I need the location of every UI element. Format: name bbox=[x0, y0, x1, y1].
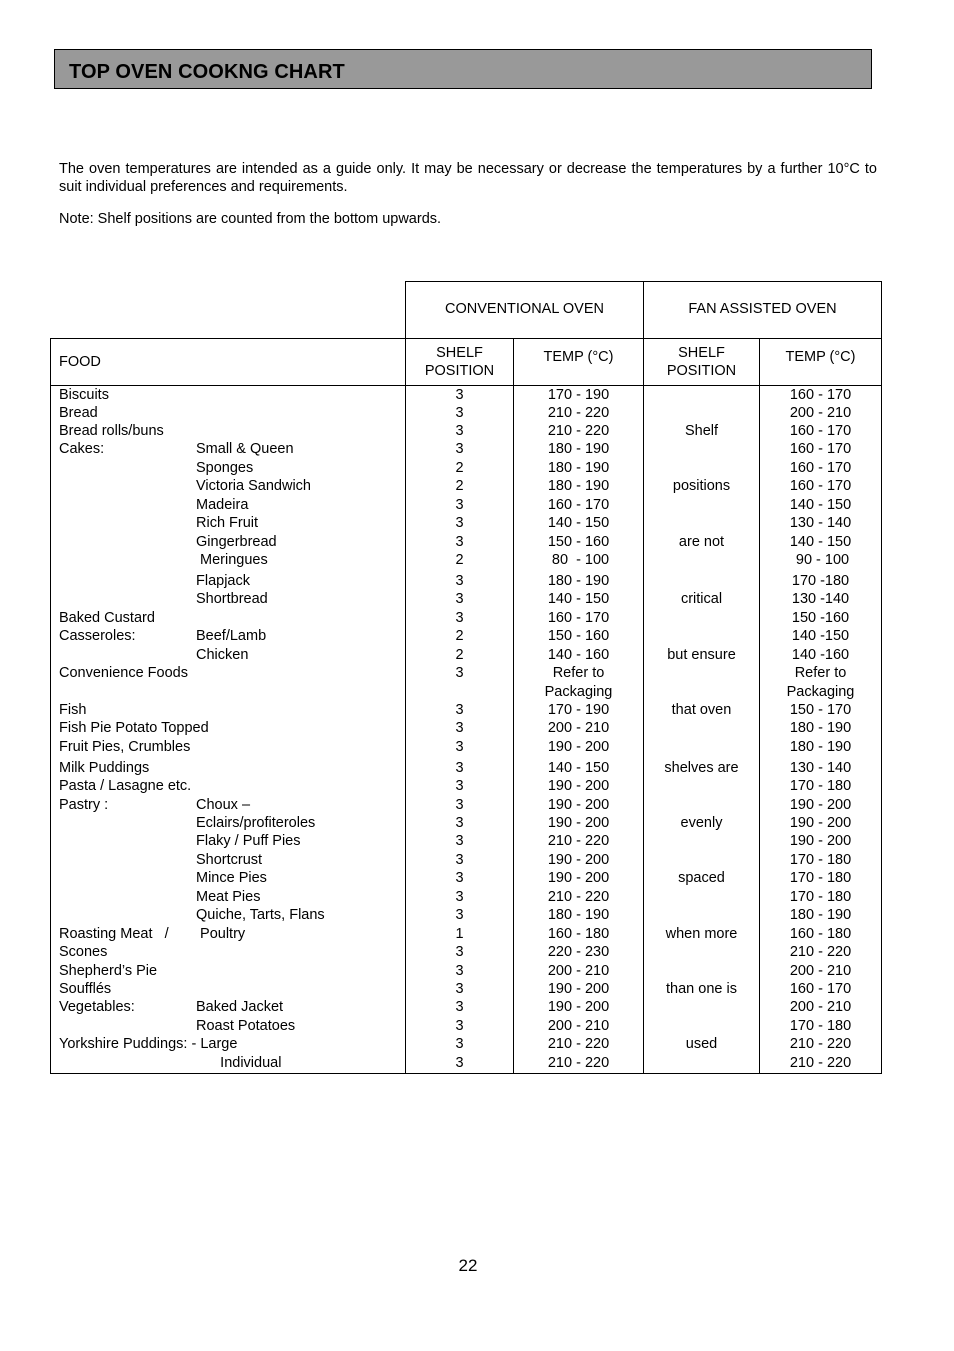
food-variant-cell: Meat Pies bbox=[196, 889, 261, 905]
food-variant-cell: Individual bbox=[196, 1055, 282, 1071]
shelf-position-cell: 1 bbox=[455, 926, 464, 942]
shelf-position-cell: 3 bbox=[455, 720, 464, 736]
table-row bbox=[0, 551, 954, 569]
fan-shelf-note-cell: spaced bbox=[678, 870, 725, 886]
conventional-temp-cell: 200 - 210 bbox=[547, 963, 610, 979]
fan-shelf-note-cell: shelves are bbox=[664, 760, 739, 776]
shelf-position-cell: 3 bbox=[455, 497, 464, 513]
food-variant-cell: Victoria Sandwich bbox=[196, 478, 311, 494]
shelf-position-cell: 3 bbox=[455, 515, 464, 531]
table-row bbox=[0, 869, 954, 887]
position-label: POSITION bbox=[424, 363, 495, 379]
fan-temp-cell: 190 - 200 bbox=[789, 797, 852, 813]
fan-oven-header: FAN ASSISTED OVEN bbox=[688, 301, 837, 317]
food-variant-cell: Shortcrust bbox=[196, 852, 263, 868]
fan-temp-cell: 170 - 180 bbox=[789, 870, 852, 886]
food-cell: Vegetables: bbox=[59, 999, 135, 1015]
food-variant-cell: Roast Potatoes bbox=[196, 1018, 296, 1034]
food-cell: Pastry : bbox=[59, 797, 109, 813]
food-cell: Yorkshire Puddings: - Large bbox=[59, 1036, 238, 1052]
food-cell: Convenience Foods bbox=[59, 665, 188, 681]
table-row bbox=[0, 943, 954, 961]
shelf-position-cell: 3 bbox=[455, 963, 464, 979]
shelf-position-cell: 2 bbox=[455, 552, 464, 568]
shelf-position-cell: 3 bbox=[455, 907, 464, 923]
shelf-note: Note: Shelf positions are counted from the bottom upwards. bbox=[59, 211, 442, 227]
col-header-temp-fan: TEMP (°C) bbox=[785, 349, 856, 365]
fan-shelf-note-cell: than one is bbox=[666, 981, 737, 997]
shelf-position-cell: 3 bbox=[455, 573, 464, 589]
fan-temp-cell: 150 -160 bbox=[791, 610, 850, 626]
shelf-position-cell: 3 bbox=[455, 981, 464, 997]
conventional-temp-cell: 150 - 160 bbox=[547, 534, 610, 550]
shelf-position-cell: 3 bbox=[455, 591, 464, 607]
shelf-position-cell: 3 bbox=[455, 610, 464, 626]
shelf-position-cell: 2 bbox=[455, 628, 464, 644]
fan-shelf-note-cell: evenly bbox=[680, 815, 723, 831]
conventional-temp-cell: 170 - 190 bbox=[547, 702, 610, 718]
conventional-temp-cell: 180 - 190 bbox=[547, 907, 610, 923]
conventional-temp-cell: 80 - 100 bbox=[547, 552, 610, 568]
food-variant-cell: Flapjack bbox=[196, 573, 250, 589]
fan-temp-cell: 180 - 190 bbox=[789, 720, 852, 736]
conventional-temp-cell: Refer to bbox=[552, 665, 605, 681]
conventional-temp-cell: 190 - 200 bbox=[547, 797, 610, 813]
food-cell: Fish Pie Potato Topped bbox=[59, 720, 209, 736]
intro-paragraph: The oven temperatures are intended as a guide only. It may be necessary or decrease the temperatures by a further 10°C to suit individual preferences and requirements. bbox=[59, 161, 877, 195]
table-row bbox=[0, 664, 954, 682]
fan-temp-cell: 160 - 170 bbox=[789, 460, 852, 476]
table-row bbox=[0, 1017, 954, 1035]
shelf-position-cell: 3 bbox=[455, 852, 464, 868]
table-row bbox=[0, 759, 954, 777]
table-row bbox=[0, 609, 954, 627]
food-cell: Scones bbox=[59, 944, 108, 960]
food-variant-cell: Mince Pies bbox=[196, 870, 267, 886]
table-row bbox=[0, 646, 954, 664]
table-row bbox=[0, 701, 954, 719]
fan-temp-cell: 200 - 210 bbox=[789, 963, 852, 979]
table-row bbox=[0, 1054, 954, 1072]
food-variant-cell: Meringues bbox=[196, 552, 268, 568]
col-header-shelf-conventional bbox=[406, 344, 513, 380]
conventional-temp-cell: 140 - 150 bbox=[547, 591, 610, 607]
food-cell: Pasta / Lasagne etc. bbox=[59, 778, 192, 794]
shelf-position-cell: 3 bbox=[455, 1055, 464, 1071]
table-row bbox=[0, 998, 954, 1016]
conventional-temp-cell: 190 - 200 bbox=[547, 852, 610, 868]
conventional-temp-cell: 190 - 200 bbox=[547, 778, 610, 794]
fan-temp-cell: 170 - 180 bbox=[789, 852, 852, 868]
food-variant-cell: Eclairs/profiteroles bbox=[196, 815, 316, 831]
food-cell: Fruit Pies, Crumbles bbox=[59, 739, 191, 755]
fan-temp-cell: 130 - 140 bbox=[789, 760, 852, 776]
table-row bbox=[0, 459, 954, 477]
food-cell: Roasting Meat / bbox=[59, 926, 169, 942]
food-variant-cell: Gingerbread bbox=[196, 534, 277, 550]
title-bar bbox=[54, 49, 872, 89]
fan-temp-cell: 150 - 170 bbox=[789, 702, 852, 718]
food-variant-cell: Beef/Lamb bbox=[196, 628, 267, 644]
shelf-position-cell: 3 bbox=[455, 797, 464, 813]
fan-temp-cell: 140 - 150 bbox=[789, 534, 852, 550]
shelf-position-cell: 3 bbox=[455, 1018, 464, 1034]
shelf-position-cell: 3 bbox=[455, 387, 464, 403]
table-row bbox=[0, 851, 954, 869]
food-cell: Cakes: bbox=[59, 441, 105, 457]
fan-temp-cell: 170 -180 bbox=[791, 573, 850, 589]
fan-shelf-note-cell: are not bbox=[678, 534, 725, 550]
shelf-position-cell: 3 bbox=[455, 833, 464, 849]
table-row bbox=[0, 814, 954, 832]
food-cell: Bread bbox=[59, 405, 98, 421]
fan-temp-cell: 90 - 100 bbox=[791, 552, 850, 568]
fan-temp-cell: 210 - 220 bbox=[789, 1055, 852, 1071]
shelf-position-cell: 3 bbox=[455, 441, 464, 457]
table-row bbox=[0, 796, 954, 814]
fan-temp-cell: Packaging bbox=[786, 684, 855, 700]
shelf-position-cell: 3 bbox=[455, 1036, 464, 1052]
fan-temp-cell: 210 - 220 bbox=[789, 1036, 852, 1052]
conventional-temp-cell: 140 - 160 bbox=[547, 647, 610, 663]
fan-temp-cell: 210 - 220 bbox=[789, 944, 852, 960]
fan-temp-cell: 160 - 170 bbox=[789, 387, 852, 403]
fan-temp-cell: 180 - 190 bbox=[789, 907, 852, 923]
fan-temp-cell: 160 - 170 bbox=[789, 441, 852, 457]
conventional-temp-cell: 210 - 220 bbox=[547, 405, 610, 421]
shelf-position-cell: 3 bbox=[455, 739, 464, 755]
page-number: 22 bbox=[458, 1256, 478, 1275]
food-cell: Biscuits bbox=[59, 387, 109, 403]
shelf-position-cell: 2 bbox=[455, 647, 464, 663]
table-row bbox=[0, 440, 954, 458]
shelf-position-cell: 3 bbox=[455, 423, 464, 439]
fan-temp-cell: 170 - 180 bbox=[789, 778, 852, 794]
food-cell: Fish bbox=[59, 702, 87, 718]
fan-shelf-note-cell: critical bbox=[680, 591, 723, 607]
table-row bbox=[0, 888, 954, 906]
table-row bbox=[0, 533, 954, 551]
conventional-temp-cell: 190 - 200 bbox=[547, 815, 610, 831]
conventional-temp-cell: 210 - 220 bbox=[547, 1036, 610, 1052]
position-label: POSITION bbox=[666, 363, 737, 379]
shelf-position-cell: 3 bbox=[455, 405, 464, 421]
page-title: TOP OVEN COOKNG CHART bbox=[69, 61, 345, 83]
fan-temp-cell: 190 - 200 bbox=[789, 833, 852, 849]
fan-temp-cell: 140 -150 bbox=[791, 628, 850, 644]
table-row bbox=[0, 962, 954, 980]
food-cell: Baked Custard bbox=[59, 610, 155, 626]
conventional-temp-cell: 180 - 190 bbox=[547, 460, 610, 476]
table-row bbox=[0, 1035, 954, 1053]
food-variant-cell: Poultry bbox=[196, 926, 246, 942]
table-row bbox=[0, 572, 954, 590]
table-row bbox=[0, 738, 954, 756]
food-cell: Shepherd’s Pie bbox=[59, 963, 158, 979]
table-row bbox=[0, 590, 954, 608]
conventional-temp-cell: 140 - 150 bbox=[547, 760, 610, 776]
fan-temp-cell: 200 - 210 bbox=[789, 405, 852, 421]
fan-temp-cell: 170 - 180 bbox=[789, 889, 852, 905]
food-variant-cell: Chicken bbox=[196, 647, 249, 663]
conventional-temp-cell: 180 - 190 bbox=[547, 478, 610, 494]
shelf-position-cell: 3 bbox=[455, 999, 464, 1015]
fan-temp-cell: 160 - 170 bbox=[789, 478, 852, 494]
table-row bbox=[0, 422, 954, 440]
shelf-position-cell: 3 bbox=[455, 702, 464, 718]
food-cell: Casseroles: bbox=[59, 628, 136, 644]
food-variant-cell: Baked Jacket bbox=[196, 999, 284, 1015]
fan-temp-cell: 200 - 210 bbox=[789, 999, 852, 1015]
conventional-temp-cell: 160 - 180 bbox=[547, 926, 610, 942]
conventional-temp-cell: 190 - 200 bbox=[547, 999, 610, 1015]
food-variant-cell: Quiche, Tarts, Flans bbox=[196, 907, 325, 923]
fan-temp-cell: 160 - 170 bbox=[789, 981, 852, 997]
fan-shelf-note-cell: positions bbox=[672, 478, 731, 494]
fan-temp-cell: 160 - 180 bbox=[789, 926, 852, 942]
shelf-position-cell: 3 bbox=[455, 815, 464, 831]
table-row bbox=[0, 477, 954, 495]
food-variant-cell: Small & Queen bbox=[196, 441, 294, 457]
conventional-temp-cell: 180 - 190 bbox=[547, 573, 610, 589]
table-row bbox=[0, 925, 954, 943]
table-row bbox=[0, 719, 954, 737]
food-cell: Milk Puddings bbox=[59, 760, 150, 776]
conventional-temp-cell: 210 - 220 bbox=[547, 423, 610, 439]
conventional-temp-cell: 180 - 190 bbox=[547, 441, 610, 457]
fan-shelf-note-cell: used bbox=[685, 1036, 718, 1052]
food-variant-cell: Madeira bbox=[196, 497, 249, 513]
table-row bbox=[0, 683, 954, 701]
food-variant-cell: Shortbread bbox=[196, 591, 268, 607]
food-variant-cell: Flaky / Puff Pies bbox=[196, 833, 301, 849]
table-row bbox=[0, 386, 954, 404]
fan-temp-cell: Refer to bbox=[794, 665, 847, 681]
conventional-temp-cell: 160 - 170 bbox=[547, 497, 610, 513]
fan-temp-cell: 140 -160 bbox=[791, 647, 850, 663]
fan-shelf-note-cell: that oven bbox=[671, 702, 732, 718]
col-header-temp-conventional: TEMP (°C) bbox=[543, 349, 614, 365]
conventional-temp-cell: 160 - 170 bbox=[547, 610, 610, 626]
shelf-position-cell: 3 bbox=[455, 760, 464, 776]
fan-temp-cell: 140 - 150 bbox=[789, 497, 852, 513]
table-row bbox=[0, 906, 954, 924]
conventional-temp-cell: 220 - 230 bbox=[547, 944, 610, 960]
conventional-temp-cell: 170 - 190 bbox=[547, 387, 610, 403]
table-row bbox=[0, 404, 954, 422]
fan-temp-cell: 190 - 200 bbox=[789, 815, 852, 831]
fan-temp-cell: 180 - 190 bbox=[789, 739, 852, 755]
shelf-position-cell: 3 bbox=[455, 665, 464, 681]
conventional-temp-cell: 210 - 220 bbox=[547, 889, 610, 905]
conventional-temp-cell: 210 - 220 bbox=[547, 1055, 610, 1071]
conventional-temp-cell: 200 - 210 bbox=[547, 720, 610, 736]
shelf-position-cell: 3 bbox=[455, 944, 464, 960]
conventional-temp-cell: 190 - 200 bbox=[547, 739, 610, 755]
conventional-temp-cell: 140 - 150 bbox=[547, 515, 610, 531]
conventional-temp-cell: 150 - 160 bbox=[547, 628, 610, 644]
fan-shelf-note-cell: but ensure bbox=[667, 647, 736, 663]
table-row bbox=[0, 832, 954, 850]
shelf-position-cell: 2 bbox=[455, 478, 464, 494]
fan-temp-cell: 170 - 180 bbox=[789, 1018, 852, 1034]
conventional-temp-cell: 200 - 210 bbox=[547, 1018, 610, 1034]
shelf-position-cell: 3 bbox=[455, 778, 464, 794]
conventional-temp-cell: 190 - 200 bbox=[547, 870, 610, 886]
food-variant-cell: Sponges bbox=[196, 460, 254, 476]
table-row bbox=[0, 496, 954, 514]
fan-shelf-note-cell: Shelf bbox=[684, 423, 719, 439]
fan-temp-cell: 160 - 170 bbox=[789, 423, 852, 439]
conventional-temp-cell: Packaging bbox=[544, 684, 613, 700]
shelf-position-cell: 3 bbox=[455, 534, 464, 550]
food-cell: Soufflés bbox=[59, 981, 112, 997]
conventional-temp-cell: 190 - 200 bbox=[547, 981, 610, 997]
conventional-oven-header: CONVENTIONAL OVEN bbox=[445, 301, 604, 317]
shelf-position-cell: 3 bbox=[455, 870, 464, 886]
fan-shelf-note-cell: when more bbox=[665, 926, 738, 942]
col-header-shelf-fan bbox=[644, 344, 759, 380]
food-cell: Bread rolls/buns bbox=[59, 423, 164, 439]
fan-temp-cell: 130 - 140 bbox=[789, 515, 852, 531]
fan-temp-cell: 130 -140 bbox=[791, 591, 850, 607]
food-variant-cell: Choux – bbox=[196, 797, 251, 813]
table-row bbox=[0, 514, 954, 532]
shelf-position-cell: 2 bbox=[455, 460, 464, 476]
shelf-position-cell: 3 bbox=[455, 889, 464, 905]
conventional-temp-cell: 210 - 220 bbox=[547, 833, 610, 849]
food-variant-cell: Rich Fruit bbox=[196, 515, 259, 531]
shelf-label: SHELF bbox=[436, 345, 483, 361]
table-row bbox=[0, 980, 954, 998]
col-header-food: FOOD bbox=[59, 354, 101, 370]
table-row bbox=[0, 627, 954, 645]
table-row bbox=[0, 777, 954, 795]
shelf-label: SHELF bbox=[678, 345, 725, 361]
